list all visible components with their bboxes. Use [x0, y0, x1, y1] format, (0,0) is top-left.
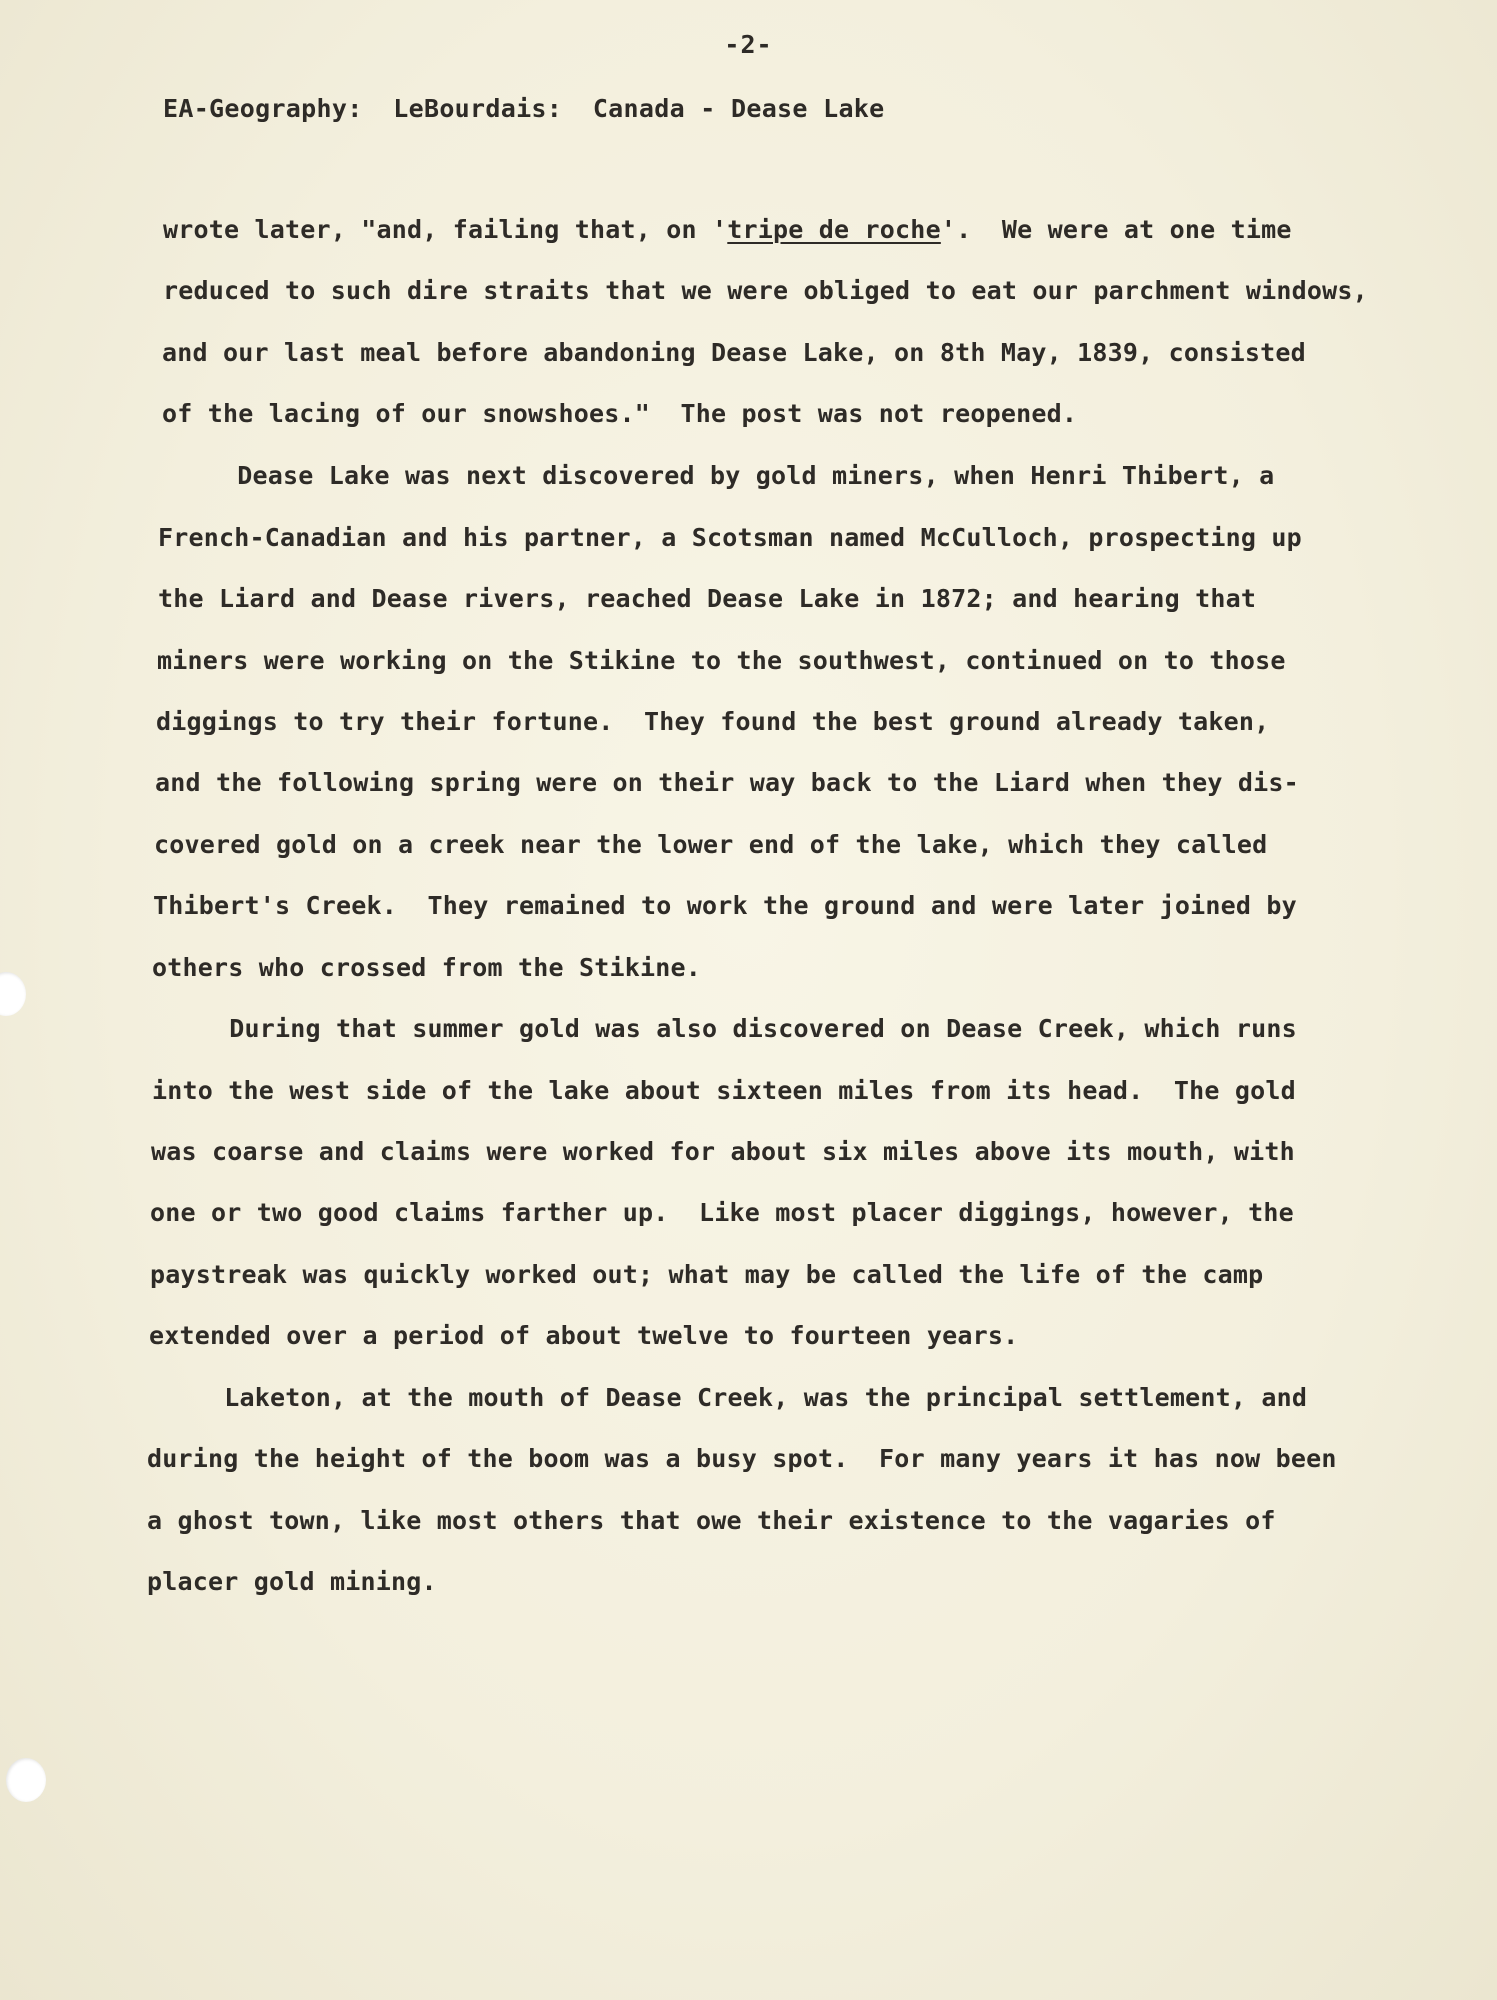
text-line: reduced to such dire straits that we were obliged to eat our parchment windows,: [163, 276, 1368, 305]
text-span: '. We were at one time: [940, 215, 1292, 244]
page-number: -2-: [724, 30, 773, 59]
punch-hole-top: [0, 972, 26, 1016]
text-line: into the west side of the lake about sixteen miles from its head. The gold: [152, 1076, 1296, 1105]
text-line: of the lacing of our snowshoes." The post was not reopened.: [162, 399, 1078, 428]
underlined-phrase: tripe de roche: [727, 215, 941, 244]
text-line: and our last meal before abandoning Dease Lake, on 8th May, 1839, consisted: [162, 338, 1306, 367]
text-line: and the following spring were on their way back to the Liard when they dis-: [155, 768, 1299, 797]
text-line: a ghost town, like most others that owe their existence to the vagaries of: [147, 1506, 1276, 1535]
text-line: covered gold on a creek near the lower end of the lake, which they called: [154, 830, 1268, 859]
text-line: was coarse and claims were worked for about six miles above its mouth, with: [151, 1137, 1295, 1166]
text-line: miners were working on the Stikine to the southwest, continued on to those: [157, 646, 1286, 675]
text-line: diggings to try their fortune. They found the best ground already taken,: [156, 707, 1270, 736]
text-line: others who crossed from the Stikine.: [152, 953, 702, 982]
text-line: paystreak was quickly worked out; what may be called the life of the camp: [150, 1260, 1264, 1289]
text-line: placer gold mining.: [147, 1567, 437, 1596]
document-header: EA-Geography: LeBourdais: Canada - Dease Lake: [163, 94, 885, 123]
text-line: During that summer gold was also discovered on Dease Creek, which runs: [153, 1014, 1297, 1043]
text-line: the Liard and Dease rivers, reached Dease Lake in 1872; and hearing that: [158, 584, 1257, 613]
text-line: Thibert's Creek. They remained to work the ground and were later joined by: [153, 891, 1297, 920]
text-line: extended over a period of about twelve to fourteen years.: [149, 1321, 1019, 1350]
text-line: during the height of the boom was a busy spot. For many years it has now been: [147, 1444, 1337, 1473]
text-line: Laketon, at the mouth of Dease Creek, was the principal settlement, and: [148, 1383, 1308, 1412]
text-line: French-Canadian and his partner, a Scotsman named McCulloch, prospecting up: [158, 523, 1302, 552]
text-span: wrote later, "and, failing that, on ': [163, 215, 728, 244]
text-line: Dease Lake was next discovered by gold miners, when Henri Thibert, a: [161, 461, 1275, 490]
text-line: [163, 215, 1292, 245]
text-line: one or two good claims farther up. Like most placer diggings, however, the: [150, 1198, 1294, 1227]
punch-hole-bottom: [6, 1758, 46, 1802]
